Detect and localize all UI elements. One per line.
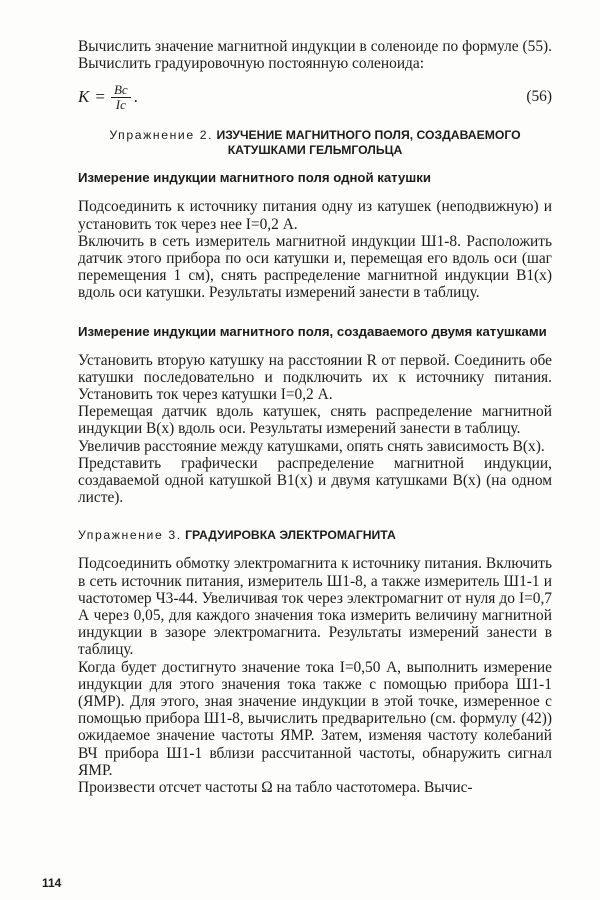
- exercise2-label: Упражнение 2.: [109, 128, 214, 143]
- section1-paragraph: Включить в сеть измеритель магнитной индукции Ш1-8. Расположить датчик этого прибора по оси катушки и, перемещая его вдоль оси (шаг перемещения 1 см), снять распределение магнитной индукции B1(x) вдоль оси катушки. Результаты измерений занести в таблицу.: [78, 232, 552, 302]
- formula-fraction: [111, 83, 131, 112]
- exercise3-paragraph: Подсоединить обмотку электромагнита к источнику питания. Включить в сеть источник питания, измеритель Ш1-8, а также измеритель Ш1-1 и частотомер Ч3-44. Увеличивая ток через электромагнит от нуля до I=0,7 А через 0,05, для каждого значения тока измерить величину магнитной индукции в зазоре электромагнита. Результаты измерений занести в таблицу.: [78, 555, 552, 659]
- section1-heading: Измерение индукции магнитного поля одной катушки: [78, 170, 432, 186]
- section1-paragraph: Подсоединить к источнику питания одну из катушек (неподвижную) и установить ток через нее I=0,2 А.: [78, 198, 552, 233]
- formula-denominator: Ic: [115, 96, 126, 112]
- exercise2-heading: [78, 128, 552, 158]
- section2-paragraph: Перемещая датчик вдоль катушек, снять распределение магнитной индукции B(x) вдоль оси. Результаты измерений занести в таблицу.: [78, 403, 552, 438]
- section2-paragraph: Установить вторую катушку на расстоянии R от первой. Соединить обе катушки последовательно и подключить их к источнику питания. Установить ток через катушки I=0,2 А.: [78, 351, 552, 404]
- page-number: 114: [42, 876, 62, 890]
- formula-lhs: K: [78, 87, 90, 107]
- formula-number: (56): [526, 88, 552, 106]
- exercise2-title: ИЗУЧЕНИЕ МАГНИТНОГО ПОЛЯ, СОЗДАВАЕМОГО КАТУШКАМИ ГЕЛЬМГОЛЬЦА: [216, 128, 521, 158]
- page-content: [78, 38, 552, 796]
- exercise3-heading: [78, 528, 552, 543]
- formula-numerator: Bc: [111, 83, 131, 98]
- exercise3-paragraph: Когда будет достигнуто значение тока I=0,50 А, выполнить измерение индукции для этого значения тока также с помощью прибора Ш1-1 (ЯМР). Для этого, зная значение индукции в этой точке, измеренное с помощью прибора Ш1-8, вычислить предварительно (см. формулу (42)) ожидаемое значение частоты ЯМР. Затем, изменяя частоту колебаний ВЧ прибора Ш1-1 вблизи рассчитанной частоты, обнаружить сигнал ЯМР.: [78, 658, 552, 779]
- section2-paragraph: Увеличив расстояние между катушками, опять снять зависимость B(x).: [78, 437, 545, 455]
- formula-dot: .: [133, 87, 138, 107]
- formula-equals: =: [95, 87, 105, 107]
- exercise3-title: ГРАДУИРОВКА ЭЛЕКТРОМАГНИТА: [185, 528, 396, 543]
- formula-56: [78, 80, 552, 114]
- formula-expression: [78, 83, 138, 112]
- exercise3-paragraph: Произвести отсчет частоты Ω на табло частотомера. Вычис-: [78, 779, 473, 797]
- section2-heading: Измерение индукции магнитного поля, создаваемого двумя катушками: [78, 323, 547, 339]
- intro-paragraph: Вычислить значение магнитной индукции в соленоиде по формуле (55). Вычислить градуировочную постоянную соленоида:: [78, 38, 552, 73]
- section2-paragraph: Представить графически распределение магнитной индукции, создаваемой одной катушкой B1(x) и двумя катушками B(x) (на одном листе).: [78, 454, 552, 507]
- exercise3-label: Упражнение 3.: [78, 528, 182, 543]
